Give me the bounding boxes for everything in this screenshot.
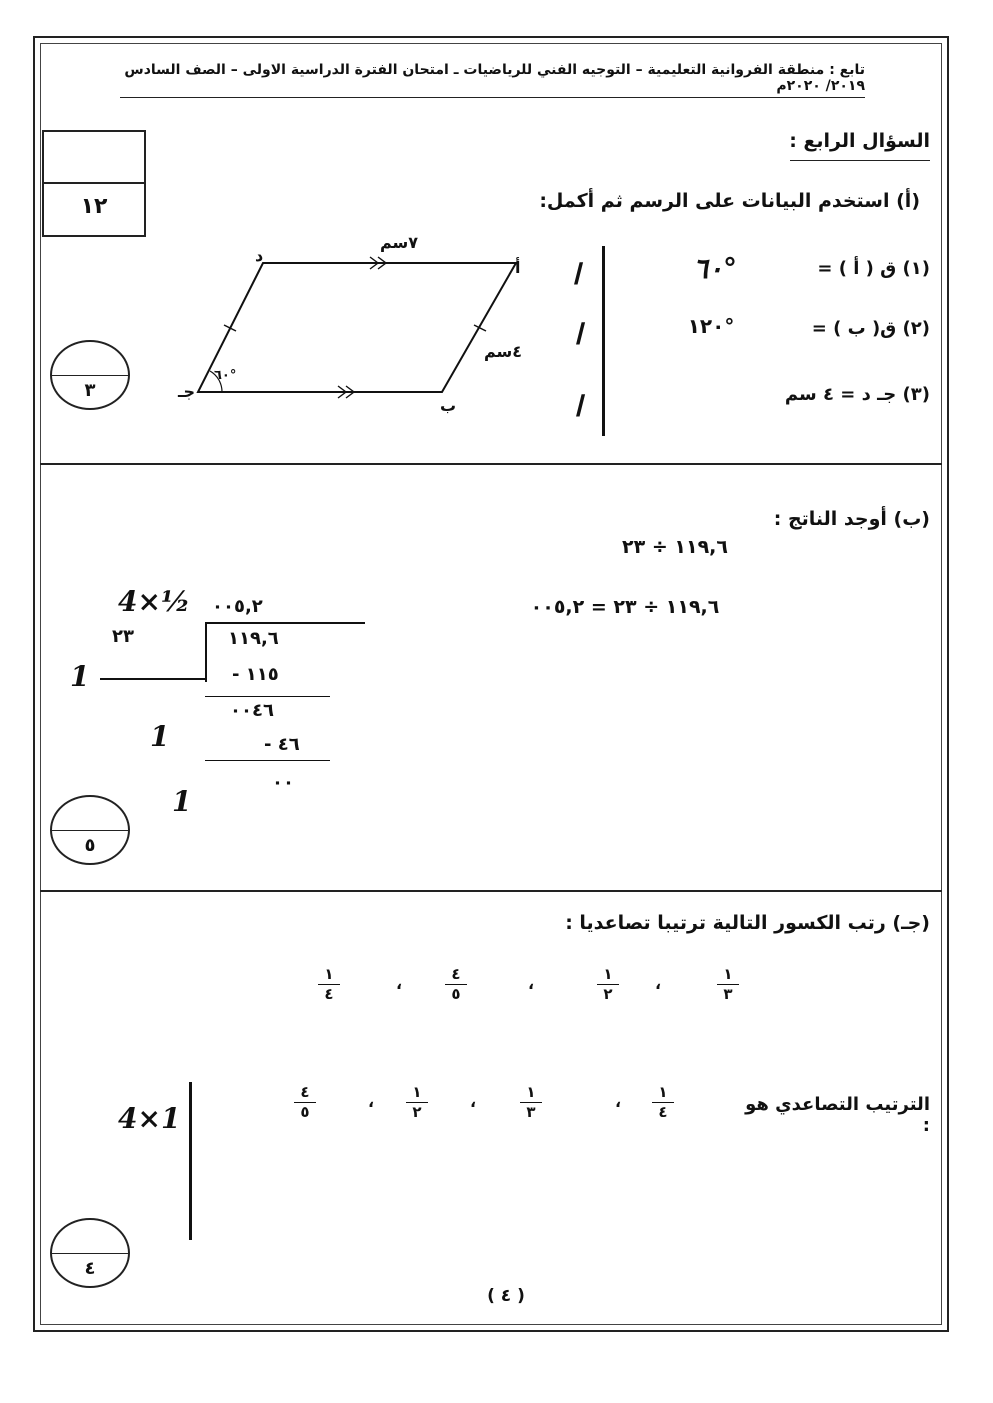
part-c-hand-note: 4×1 — [118, 1102, 181, 1135]
division-rule-1 — [205, 696, 330, 697]
title-underline — [790, 160, 930, 161]
ordered-fractions: ١ ٤ ، ١ ٣ ، ١ ٢ ، ٤ ٥ — [290, 1084, 710, 1130]
part-b-score: ٥ — [84, 835, 96, 856]
order-label: الترتيب التصاعدي هو : — [745, 1094, 930, 1136]
section-divider-1 — [40, 463, 942, 465]
ordered-fraction-2: ١ ٣ — [520, 1084, 542, 1121]
part-a-mark-1: ا — [572, 258, 580, 291]
part-b-mark-2: 1 — [150, 720, 170, 753]
total-score: ١٢ — [80, 194, 108, 219]
division-remainder-2: ٠٠ — [272, 772, 294, 793]
part-a-score: ٣ — [84, 380, 96, 401]
question-title: السؤال الرابع : — [789, 130, 930, 152]
part-c-score: ٤ — [84, 1258, 96, 1279]
side-right-length: ٤سم — [484, 342, 523, 361]
division-remainder-1: ٠٠٤٦ — [230, 700, 274, 721]
part-c-instruction: (جـ) رتب الكسور التالية ترتيبا تصاعديا : — [565, 912, 930, 934]
division-side-line — [100, 678, 205, 680]
part-a-instruction: (أ) استخدم البيانات على الرسم ثم أكمل: — [539, 190, 920, 212]
division-dividend: ١١٩,٦ — [228, 628, 279, 649]
exam-header: تابع : منطقة الفروانية التعليمية – التوجيه الفني للرياضيات ـ امتحان الفترة الدراسية الاولى – الصف السادس ٢٠١٩/ ٢٠٢٠م — [120, 62, 865, 98]
part-a-item-1-label: (١) ق ( أ ) = — [817, 258, 930, 279]
part-a-item-3-label: (٣) جـ د = ٤ سم — [784, 384, 930, 405]
fraction-3: ٤ ٥ — [445, 966, 467, 1003]
part-a-mark-3: ا — [574, 390, 582, 423]
part-b-hand-note: 4×½ — [118, 585, 191, 618]
division-divisor: ٢٣ — [112, 626, 134, 647]
division-step-1: ١١٥ - — [232, 664, 279, 685]
part-a-score-oval — [50, 340, 130, 410]
part-c-score-oval — [50, 1218, 130, 1288]
fraction-1: ١ ٣ — [717, 966, 739, 1003]
part-a-grading-line — [602, 246, 605, 436]
part-a-item-2-answer: ١٢٠° — [687, 314, 735, 338]
fraction-2: ١ ٢ — [597, 966, 619, 1003]
vertex-a: أ — [515, 258, 521, 277]
part-b-answer-line: ١١٩,٦ ÷ ٢٣ = ٠٠٥,٢ — [530, 596, 720, 618]
division-quotient: ٠٠٥,٢ — [212, 596, 263, 617]
part-a-item-2-label: (٢) ق( ب ) = — [811, 318, 930, 339]
angle-label: ٦٠° — [214, 368, 237, 383]
section-divider-2 — [40, 890, 942, 892]
page-number: ( ٤ ) — [487, 1286, 525, 1306]
part-b-score-oval — [50, 795, 130, 865]
side-top-length: ٧سم — [380, 233, 419, 252]
division-rule-2 — [205, 760, 330, 761]
part-a-item-1-answer: ٦٠° — [692, 252, 738, 285]
parallelogram-figure — [170, 225, 540, 425]
fraction-4: ١ ٤ — [318, 966, 340, 1003]
division-step-2: ٤٦ - — [264, 734, 300, 755]
fractions-list: ١ ٣ ، ١ ٢ ، ٤ ٥ ، ١ ٤ — [310, 966, 760, 1012]
vertex-b: ب — [440, 396, 457, 415]
part-c-grading-line — [189, 1082, 192, 1240]
vertex-c: جـ — [178, 382, 195, 401]
ordered-fraction-1: ١ ٤ — [652, 1084, 674, 1121]
ordered-fraction-4: ٤ ٥ — [294, 1084, 316, 1121]
part-b-mark-3: 1 — [172, 785, 192, 818]
part-b-instruction: (ب) أوجد الناتج : — [773, 508, 930, 530]
part-b-problem: ١١٩,٦ ÷ ٢٣ — [622, 536, 728, 558]
part-b-mark-1: 1 — [70, 660, 90, 693]
part-a-mark-2: ا — [574, 318, 582, 351]
ordered-fraction-3: ١ ٢ — [406, 1084, 428, 1121]
vertex-d: د — [255, 246, 264, 265]
total-score-box — [42, 130, 146, 237]
